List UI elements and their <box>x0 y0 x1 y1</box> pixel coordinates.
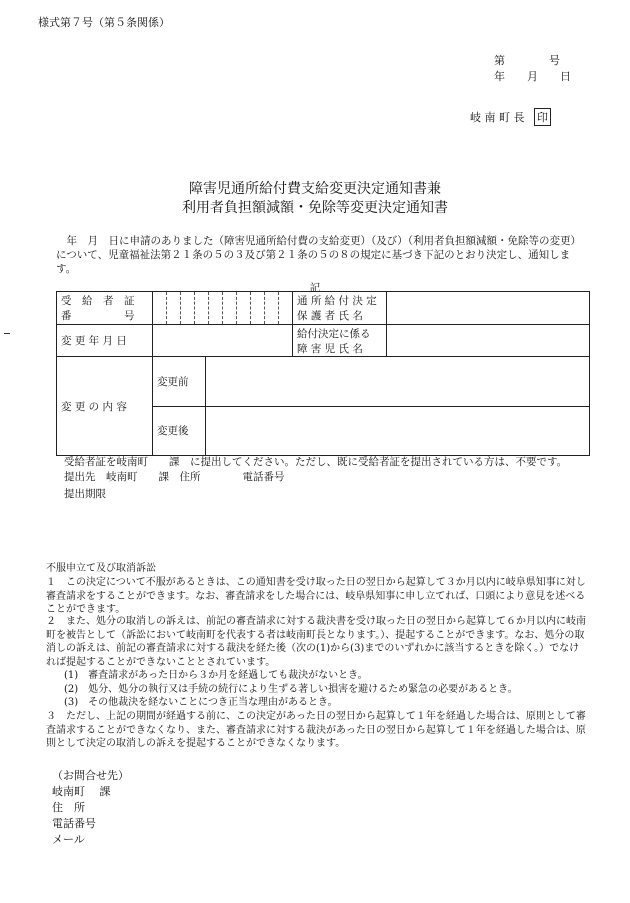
appeal-item-2: ２ また、処分の取消しの訴えは、前記の審査請求に対する裁決書を受け取った日の翌日から起算して６か月以内に岐南町を被告として（訴訟において岐南町を代表する者は岐南町長となります。）、提起することができます。なお、処分の取消しの訴えは、前記の審査請求に対する裁決を経た後（次の(1)から(3)までのいずれかに該当するときを除く。）でなければ提起することができないこととされています。 <box>46 616 586 668</box>
after-label: 変更後 <box>153 406 206 455</box>
document-number-line: 第 号 <box>494 54 560 67</box>
submit-destination: 提出先 岐南町 課 住所 電話番号 <box>64 471 285 483</box>
change-date-label: 変 更 年 月 日 <box>57 325 153 357</box>
submit-deadline: 提出期限 <box>64 488 106 500</box>
change-date-field[interactable] <box>153 325 293 357</box>
margin-mark <box>4 333 10 334</box>
recipient-number-cells[interactable] <box>153 292 293 325</box>
contact-heading: （お問合せ先） <box>52 769 129 782</box>
appeal-heading: 不服申立て及び取消訴訟 <box>46 563 156 574</box>
guardian-name-label: 通 所 給 付 決 定 保 護 者 氏 名 <box>293 292 387 325</box>
contact-address: 住 所 <box>52 801 85 814</box>
submit-note: 受給者証を岐南町 課 に提出してください。ただし、既に受給者証を提出されている方は、不要です。 <box>64 456 568 468</box>
issuer-name: 岐 南 町 長 <box>470 111 525 124</box>
intro-paragraph: 年 月 日に申請のありました（障害児通所給付費の支給変更）（及び）（利用者負担額減額・免除等の変更）について、児童福祉法第２１条の５の３及び第２１条の５の８の規定に基づき下記のとおり決定し、通知します。 <box>56 235 581 275</box>
contact-phone: 電話番号 <box>52 817 96 830</box>
before-label: 変更前 <box>153 357 206 406</box>
title-line-2: 利用者負担額減額・免除等変更決定通知書 <box>182 200 448 216</box>
appeal-sub-2: (2) 処分、処分の執行又は手続の続行により生ずる著しい損害を避けるため緊急の必要があるとき。 <box>64 684 518 695</box>
after-field[interactable] <box>206 406 590 455</box>
child-name-label: 給付決定に係る 障 害 児 氏 名 <box>293 325 387 357</box>
seal-mark: 印 <box>534 108 551 126</box>
contact-email: メール <box>52 833 85 846</box>
appeal-item-1: １ この決定について不服があるときは、この通知書を受け取った日の翌日から起算して３か月以内に岐阜県知事に対し審査請求をすることができます。なお、審査請求をした場合には、岐阜県知事に申し立てれば、口頭により意見を述べることができます。 <box>46 577 586 615</box>
title-line-1: 障害児通所給付費支給変更決定通知書兼 <box>189 181 441 197</box>
appeal-item-3: ３ ただし、上記の期間が経過する前に、この決定があった日の翌日から起算して１年を経過した場合は、原則として審査請求することができなくなり、また、審査請求に対する裁決があった日の翌日から起算して１年を経過した場合は、原則として決定の取消しの訴えを提起することができなくなります。 <box>46 711 586 749</box>
change-content-inner <box>153 357 589 455</box>
contact-office: 岐南町 課 <box>52 785 111 798</box>
issuer-line <box>470 108 551 126</box>
recipient-number-label: 受 給 者 証 番 号 <box>57 292 153 325</box>
before-field[interactable] <box>206 357 590 406</box>
decision-table <box>56 291 590 456</box>
appeal-sub-1: (1) 審査請求があった日から３か月を経過しても裁決がないとき。 <box>64 670 368 681</box>
child-name-field[interactable] <box>387 325 590 357</box>
document-date-line: 年 月 日 <box>494 70 571 83</box>
form-number: 様式第７号（第５条関係） <box>38 16 170 29</box>
change-content-label: 変 更 の 内 容 <box>57 357 153 456</box>
guardian-name-field[interactable] <box>387 292 590 325</box>
appeal-sub-3: (3) その他裁決を経ないことにつき正当な理由があるとき。 <box>64 697 338 708</box>
ki-heading: 記 <box>309 282 321 294</box>
change-content-cell <box>153 357 590 456</box>
